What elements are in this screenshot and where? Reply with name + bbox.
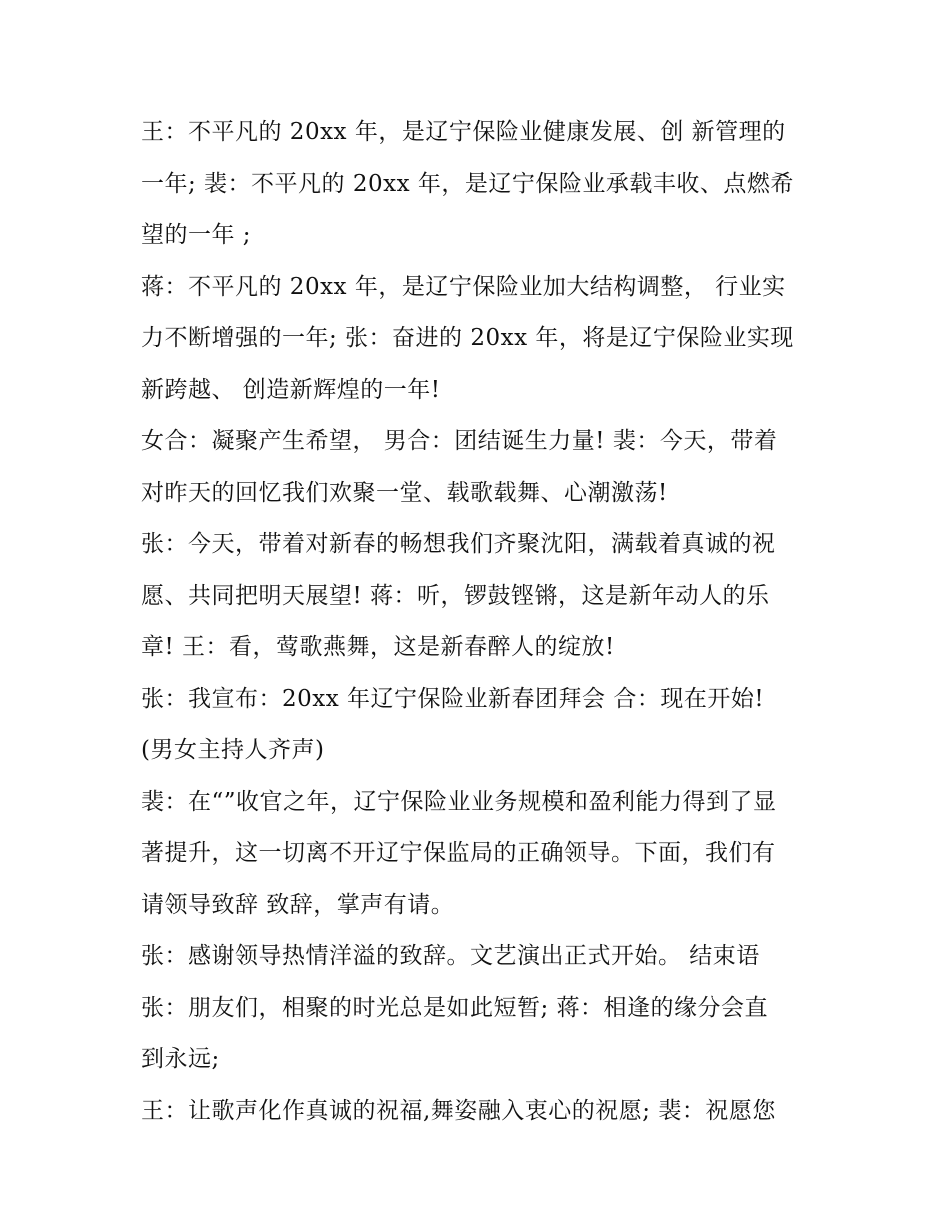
text-line-14: 裴：在“”收官之年，辽宁保险业业务规模和盈利能力得到了显	[141, 788, 777, 815]
text-line-20: 王：让歌声化作真诚的祝福,舞姿融入衷心的祝愿; 裴：祝愿您	[141, 1097, 776, 1124]
document-body	[141, 107, 821, 1137]
text-line-4: 蒋：不平凡的 20xx 年，是辽宁保险业加大结构调整， 行业实	[141, 273, 786, 300]
text-line-7: 女合：凝聚产生希望， 男合：团结诞生力量! 裴：今天，带着	[141, 428, 778, 454]
text-line-1: 王：不平凡的 20xx 年，是辽宁保险业健康发展、创 新管理的	[141, 119, 786, 145]
text-line-5: 力不断增强的一年; 张：奋进的 20xx 年，将是辽宁保险业实现	[141, 325, 794, 351]
text-line-9: 张：今天，带着对新春的畅想我们齐聚沈阳，满载着真诚的祝	[141, 531, 776, 557]
text-line-16: 请领导致辞 致辞，掌声有请。	[141, 891, 455, 918]
text-line-2: 一年; 裴：不平凡的 20xx 年，是辽宁保险业承载丰收、点燃希	[141, 170, 794, 197]
text-line-3: 望的一年 ;	[141, 222, 252, 248]
text-line-18: 张：朋友们，相聚的时光总是如此短暂; 蒋：相逢的缘分会直	[141, 994, 769, 1021]
text-line-6: 新跨越、 创造新辉煌的一年!	[141, 376, 441, 403]
text-line-12: 张：我宣布：20xx 年辽宁保险业新春团拜会 合：现在开始!	[141, 685, 765, 712]
text-line-17: 张：感谢领导热情洋溢的致辞。文艺演出正式开始。 结束语	[141, 943, 760, 969]
text-line-19: 到永远;	[141, 1046, 220, 1072]
text-line-8: 对昨天的回忆我们欢聚一堂、载歌载舞、心潮激荡!	[141, 479, 668, 506]
text-line-15: 著提升，这一切离不开辽宁保监局的正确领导。下面，我们有	[141, 840, 776, 866]
text-line-11: 章! 王：看，莺歌燕舞，这是新春醉人的绽放!	[141, 634, 615, 660]
text-line-10: 愿、共同把明天展望! 蒋：听，锣鼓铿锵，这是新年动人的乐	[141, 582, 770, 609]
text-line-13: (男女主持人齐声)	[141, 737, 325, 763]
